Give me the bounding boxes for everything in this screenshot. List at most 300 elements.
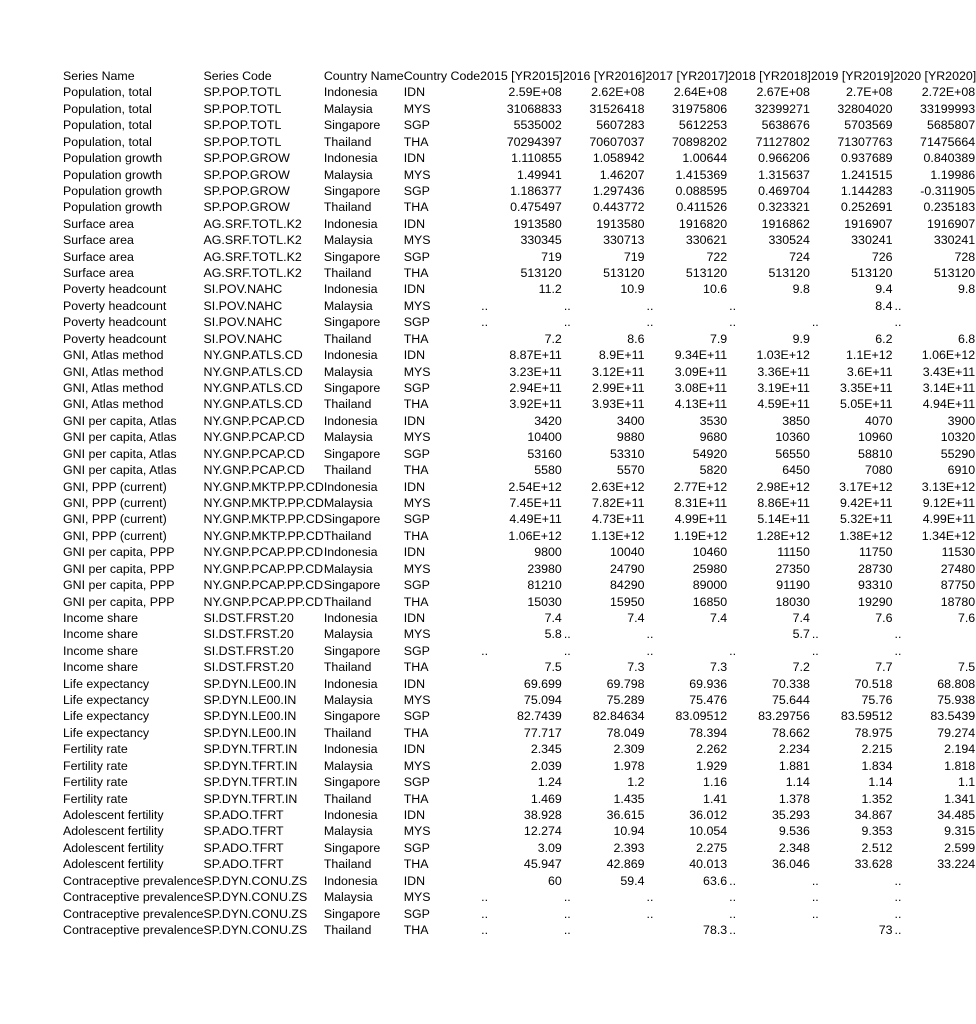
table-cell[interactable]: .. bbox=[481, 315, 489, 330]
table-cell[interactable]: NY.GNP.PCAP.PP.CD bbox=[203, 578, 324, 593]
table-cell[interactable]: Contraceptive prevalence bbox=[63, 873, 204, 888]
table-cell[interactable]: .. bbox=[729, 298, 737, 313]
table-cell[interactable]: 24790 bbox=[610, 561, 645, 576]
table-cell[interactable]: SI.POV.NAHC bbox=[203, 298, 283, 313]
table-cell[interactable]: .. bbox=[811, 873, 819, 888]
table-cell[interactable]: 9.8 bbox=[792, 282, 810, 297]
table-cell[interactable]: Thailand bbox=[323, 331, 372, 346]
table-cell[interactable]: 31975806 bbox=[672, 101, 728, 116]
table-cell[interactable]: 513120 bbox=[603, 266, 645, 281]
table-cell[interactable]: IDN bbox=[403, 479, 426, 494]
table-cell[interactable]: Population, total bbox=[63, 85, 152, 100]
table-cell[interactable]: 42.869 bbox=[606, 857, 645, 872]
table-cell[interactable]: 68.808 bbox=[937, 676, 976, 691]
table-cell[interactable]: SGP bbox=[403, 315, 430, 330]
table-cell[interactable]: 2.599 bbox=[944, 840, 976, 855]
table-cell[interactable]: Malaysia bbox=[323, 101, 373, 116]
table-cell[interactable]: 83.29756 bbox=[758, 709, 810, 724]
table-cell[interactable]: Thailand bbox=[323, 266, 372, 281]
table-cell[interactable]: 75.289 bbox=[606, 693, 645, 708]
table-cell[interactable]: Singapore bbox=[323, 512, 381, 527]
table-cell[interactable]: 16850 bbox=[692, 594, 728, 609]
table-cell[interactable]: SGP bbox=[403, 118, 430, 133]
table-cell[interactable]: 9.353 bbox=[861, 824, 893, 839]
table-cell[interactable]: 4.99E+11 bbox=[674, 512, 728, 527]
table-cell[interactable]: 23980 bbox=[527, 561, 562, 576]
table-cell[interactable]: 1.34E+12 bbox=[921, 528, 976, 543]
table-cell[interactable]: Thailand bbox=[323, 922, 372, 937]
table-cell[interactable]: .. bbox=[646, 627, 654, 642]
table-cell[interactable]: 3.13E+12 bbox=[921, 479, 976, 494]
table-cell[interactable]: .. bbox=[563, 298, 571, 313]
table-cell[interactable]: 9800 bbox=[534, 545, 562, 560]
table-cell[interactable]: .. bbox=[894, 922, 902, 937]
table-cell[interactable]: .. bbox=[729, 906, 737, 921]
table-cell[interactable]: Malaysia bbox=[323, 495, 373, 510]
table-cell[interactable]: SP.DYN.TFRT.IN bbox=[203, 742, 298, 757]
table-cell[interactable]: Surface area bbox=[63, 233, 134, 248]
table-cell[interactable]: MYS bbox=[403, 298, 431, 313]
table-cell[interactable]: 0.252691 bbox=[840, 200, 893, 215]
table-cell[interactable]: Adolescent fertility bbox=[63, 807, 164, 822]
table-cell[interactable]: .. bbox=[563, 890, 571, 905]
table-cell[interactable]: 78.394 bbox=[689, 725, 728, 740]
table-cell[interactable]: 8.4 bbox=[875, 298, 893, 313]
table-cell[interactable]: THA bbox=[403, 857, 429, 872]
table-cell[interactable]: AG.SRF.TOTL.K2 bbox=[203, 266, 302, 281]
table-cell[interactable]: Thailand bbox=[323, 594, 372, 609]
table-cell[interactable]: 40.013 bbox=[689, 857, 728, 872]
table-cell[interactable]: Population growth bbox=[63, 183, 163, 198]
table-cell[interactable]: 5580 bbox=[534, 463, 562, 478]
column-header-4[interactable]: 2015 [YR2015] bbox=[480, 69, 563, 83]
table-cell[interactable]: GNI, Atlas method bbox=[63, 381, 164, 396]
table-cell[interactable]: Indonesia bbox=[323, 348, 378, 363]
table-cell[interactable]: THA bbox=[403, 594, 429, 609]
table-cell[interactable]: .. bbox=[646, 906, 654, 921]
table-cell[interactable]: 77.717 bbox=[523, 725, 562, 740]
table-cell[interactable]: AG.SRF.TOTL.K2 bbox=[203, 216, 302, 231]
table-cell[interactable]: Surface area bbox=[63, 249, 134, 264]
table-cell[interactable]: 2.512 bbox=[861, 840, 893, 855]
table-cell[interactable]: GNI per capita, PPP bbox=[63, 545, 175, 560]
table-cell[interactable]: 10040 bbox=[610, 545, 645, 560]
table-cell[interactable]: 1.19986 bbox=[930, 167, 976, 182]
table-cell[interactable]: Fertility rate bbox=[63, 775, 128, 790]
table-cell[interactable]: 69.699 bbox=[523, 676, 562, 691]
table-cell[interactable]: 0.475497 bbox=[510, 200, 562, 215]
table-cell[interactable]: 34.867 bbox=[854, 807, 893, 822]
table-cell[interactable]: 3530 bbox=[699, 413, 728, 428]
table-cell[interactable]: Income share bbox=[63, 643, 139, 658]
table-cell[interactable]: 3400 bbox=[616, 413, 645, 428]
table-cell[interactable]: 0.966206 bbox=[758, 151, 810, 166]
table-cell[interactable]: Thailand bbox=[323, 200, 372, 215]
table-cell[interactable]: 1.49941 bbox=[517, 167, 562, 182]
table-cell[interactable]: .. bbox=[811, 627, 819, 642]
table-cell[interactable]: 6.2 bbox=[875, 331, 893, 346]
table-cell[interactable]: IDN bbox=[403, 151, 426, 166]
table-cell[interactable]: IDN bbox=[403, 807, 426, 822]
table-cell[interactable]: 15950 bbox=[610, 594, 645, 609]
table-cell[interactable]: 7.2 bbox=[792, 660, 810, 675]
table-cell[interactable]: 84290 bbox=[610, 578, 645, 593]
table-cell[interactable]: NY.GNP.ATLS.CD bbox=[203, 364, 303, 379]
table-cell[interactable]: NY.GNP.PCAP.CD bbox=[203, 463, 305, 478]
table-cell[interactable]: 27480 bbox=[940, 561, 976, 576]
table-cell[interactable]: 2.393 bbox=[613, 840, 645, 855]
table-cell[interactable]: Life expectancy bbox=[63, 725, 150, 740]
table-cell[interactable]: GNI per capita, Atlas bbox=[63, 430, 177, 445]
table-cell[interactable]: 33.628 bbox=[854, 857, 893, 872]
table-cell[interactable]: SI.POV.NAHC bbox=[203, 282, 283, 297]
table-cell[interactable]: MYS bbox=[403, 561, 431, 576]
table-cell[interactable]: 7.4 bbox=[792, 610, 810, 625]
table-cell[interactable]: SI.DST.FRST.20 bbox=[203, 610, 294, 625]
table-cell[interactable]: 70898202 bbox=[672, 134, 728, 149]
table-cell[interactable]: SI.POV.NAHC bbox=[203, 331, 283, 346]
table-cell[interactable]: SGP bbox=[403, 446, 430, 461]
table-cell[interactable]: Singapore bbox=[323, 643, 381, 658]
table-cell[interactable]: Population growth bbox=[63, 167, 163, 182]
table-cell[interactable]: 4.13E+11 bbox=[674, 397, 728, 412]
table-cell[interactable]: Indonesia bbox=[323, 413, 378, 428]
table-cell[interactable]: 10.6 bbox=[703, 282, 728, 297]
table-cell[interactable]: 3.08E+11 bbox=[674, 381, 728, 396]
table-cell[interactable]: 75.938 bbox=[937, 693, 976, 708]
table-cell[interactable]: 1.14 bbox=[868, 775, 893, 790]
column-header-1[interactable]: Series Code bbox=[203, 69, 272, 83]
table-cell[interactable]: 2.7E+08 bbox=[846, 85, 893, 100]
table-cell[interactable]: SGP bbox=[403, 709, 430, 724]
table-cell[interactable]: 69.798 bbox=[606, 676, 645, 691]
table-cell[interactable]: 5.8 bbox=[544, 627, 562, 642]
table-cell[interactable]: Malaysia bbox=[323, 561, 373, 576]
table-cell[interactable]: .. bbox=[729, 643, 737, 658]
table-cell[interactable]: SI.POV.NAHC bbox=[203, 315, 283, 330]
table-cell[interactable]: 1.435 bbox=[613, 791, 645, 806]
table-cell[interactable]: .. bbox=[894, 627, 902, 642]
table-cell[interactable]: 11.2 bbox=[538, 282, 562, 297]
table-cell[interactable]: .. bbox=[811, 906, 819, 921]
table-cell[interactable]: GNI per capita, PPP bbox=[63, 578, 175, 593]
table-cell[interactable]: .. bbox=[563, 315, 571, 330]
table-cell[interactable]: Singapore bbox=[323, 118, 381, 133]
table-cell[interactable]: 1.241515 bbox=[840, 167, 893, 182]
table-cell[interactable]: 3.23E+11 bbox=[509, 364, 562, 379]
table-cell[interactable]: 1.46207 bbox=[599, 167, 645, 182]
table-cell[interactable]: Malaysia bbox=[323, 233, 373, 248]
table-cell[interactable]: SI.DST.FRST.20 bbox=[203, 627, 294, 642]
table-cell[interactable]: SP.DYN.LE00.IN bbox=[203, 709, 297, 724]
table-cell[interactable]: 60 bbox=[548, 873, 562, 888]
table-cell[interactable]: 8.31E+11 bbox=[674, 495, 728, 510]
table-cell[interactable]: 11530 bbox=[941, 545, 976, 560]
table-cell[interactable]: 1.469 bbox=[530, 791, 562, 806]
table-cell[interactable]: 5607283 bbox=[596, 118, 645, 133]
table-cell[interactable]: Indonesia bbox=[323, 873, 378, 888]
table-cell[interactable]: SP.DYN.LE00.IN bbox=[203, 676, 297, 691]
table-cell[interactable]: MYS bbox=[403, 627, 431, 642]
table-cell[interactable]: 728 bbox=[954, 249, 976, 264]
table-cell[interactable]: SI.DST.FRST.20 bbox=[203, 643, 294, 658]
table-cell[interactable]: Population, total bbox=[63, 134, 152, 149]
table-cell[interactable]: 1.818 bbox=[944, 758, 976, 773]
table-cell[interactable]: SP.DYN.TFRT.IN bbox=[203, 758, 298, 773]
table-cell[interactable]: 1.03E+12 bbox=[756, 348, 810, 363]
table-cell[interactable]: 1.352 bbox=[861, 791, 893, 806]
table-cell[interactable]: MYS bbox=[403, 233, 431, 248]
table-cell[interactable]: .. bbox=[894, 873, 902, 888]
table-cell[interactable]: 0.469704 bbox=[758, 183, 810, 198]
table-cell[interactable]: NY.GNP.ATLS.CD bbox=[203, 381, 303, 396]
table-cell[interactable]: Poverty headcount bbox=[63, 298, 167, 313]
table-cell[interactable]: IDN bbox=[403, 413, 426, 428]
table-cell[interactable]: .. bbox=[729, 922, 737, 937]
table-cell[interactable]: Income share bbox=[63, 627, 139, 642]
table-cell[interactable]: 1.186377 bbox=[510, 183, 562, 198]
table-cell[interactable]: Fertility rate bbox=[63, 791, 128, 806]
table-cell[interactable]: Contraceptive prevalence bbox=[63, 906, 204, 921]
table-cell[interactable]: AG.SRF.TOTL.K2 bbox=[203, 233, 302, 248]
table-cell[interactable]: SP.POP.TOTL bbox=[203, 134, 282, 149]
table-cell[interactable]: 7.2 bbox=[544, 331, 562, 346]
table-cell[interactable]: Singapore bbox=[323, 446, 381, 461]
table-cell[interactable]: NY.GNP.MKTP.PP.CD bbox=[203, 479, 324, 494]
table-cell[interactable]: MYS bbox=[403, 758, 431, 773]
table-cell[interactable]: NY.GNP.ATLS.CD bbox=[203, 397, 303, 412]
table-cell[interactable]: 9680 bbox=[699, 430, 728, 445]
table-cell[interactable]: SP.DYN.LE00.IN bbox=[203, 693, 297, 708]
table-cell[interactable]: THA bbox=[403, 725, 429, 740]
table-cell[interactable]: .. bbox=[811, 315, 819, 330]
table-cell[interactable]: NY.GNP.PCAP.CD bbox=[203, 430, 305, 445]
table-cell[interactable]: Life expectancy bbox=[63, 676, 150, 691]
table-cell[interactable]: SP.ADO.TFRT bbox=[203, 824, 284, 839]
table-cell[interactable]: 719 bbox=[541, 249, 562, 264]
table-cell[interactable]: Thailand bbox=[323, 528, 372, 543]
table-cell[interactable]: 8.87E+11 bbox=[509, 348, 562, 363]
table-cell[interactable]: 11150 bbox=[777, 545, 810, 560]
table-cell[interactable]: Thailand bbox=[323, 463, 372, 478]
table-cell[interactable]: .. bbox=[729, 890, 737, 905]
table-cell[interactable]: Singapore bbox=[323, 249, 381, 264]
table-cell[interactable]: 2.63E+12 bbox=[591, 479, 645, 494]
table-cell[interactable]: 1.13E+12 bbox=[591, 528, 645, 543]
table-cell[interactable]: 45.947 bbox=[523, 857, 562, 872]
table-cell[interactable]: THA bbox=[403, 528, 429, 543]
table-cell[interactable]: 34.485 bbox=[937, 807, 976, 822]
table-cell[interactable]: Adolescent fertility bbox=[63, 840, 164, 855]
table-cell[interactable]: 70.518 bbox=[854, 676, 893, 691]
table-cell[interactable]: Thailand bbox=[323, 857, 372, 872]
table-cell[interactable]: .. bbox=[646, 298, 654, 313]
table-cell[interactable]: 1.14 bbox=[785, 775, 810, 790]
table-cell[interactable]: Malaysia bbox=[323, 890, 373, 905]
table-cell[interactable]: .. bbox=[894, 298, 902, 313]
table-cell[interactable]: Contraceptive prevalence bbox=[63, 922, 204, 937]
table-cell[interactable]: 1.881 bbox=[778, 758, 810, 773]
table-cell[interactable]: Indonesia bbox=[323, 479, 378, 494]
table-cell[interactable]: 0.411526 bbox=[676, 200, 728, 215]
table-cell[interactable]: 2.77E+12 bbox=[673, 479, 728, 494]
table-cell[interactable]: 9.34E+11 bbox=[674, 348, 728, 363]
table-cell[interactable]: 1.28E+12 bbox=[756, 528, 810, 543]
table-cell[interactable]: 513120 bbox=[933, 266, 976, 281]
table-cell[interactable]: THA bbox=[403, 922, 429, 937]
table-cell[interactable]: 1.415369 bbox=[675, 167, 728, 182]
table-cell[interactable]: 87750 bbox=[940, 578, 976, 593]
table-cell[interactable]: NY.GNP.MKTP.PP.CD bbox=[203, 495, 324, 510]
table-cell[interactable]: Contraceptive prevalence bbox=[63, 890, 204, 905]
table-cell[interactable]: 5.14E+11 bbox=[757, 512, 810, 527]
table-cell[interactable]: Indonesia bbox=[323, 282, 378, 297]
table-cell[interactable]: SGP bbox=[403, 381, 430, 396]
table-cell[interactable]: .. bbox=[563, 643, 571, 658]
table-cell[interactable]: .. bbox=[563, 906, 571, 921]
table-cell[interactable]: 5.32E+11 bbox=[840, 512, 893, 527]
table-cell[interactable]: IDN bbox=[403, 545, 426, 560]
table-cell[interactable]: SGP bbox=[403, 249, 430, 264]
table-cell[interactable]: 5612253 bbox=[678, 118, 728, 133]
table-cell[interactable]: 0.088595 bbox=[675, 183, 728, 198]
table-cell[interactable]: Singapore bbox=[323, 775, 381, 790]
table-cell[interactable]: NY.GNP.PCAP.PP.CD bbox=[203, 594, 324, 609]
table-cell[interactable]: Indonesia bbox=[323, 151, 378, 166]
table-cell[interactable]: GNI, Atlas method bbox=[63, 348, 164, 363]
table-cell[interactable]: .. bbox=[481, 906, 489, 921]
table-cell[interactable]: Indonesia bbox=[323, 807, 378, 822]
table-cell[interactable]: Singapore bbox=[323, 578, 381, 593]
table-cell[interactable]: Adolescent fertility bbox=[63, 824, 164, 839]
table-cell[interactable]: 724 bbox=[789, 249, 810, 264]
table-cell[interactable]: SP.ADO.TFRT bbox=[203, 857, 284, 872]
table-cell[interactable]: GNI per capita, Atlas bbox=[63, 413, 177, 428]
table-cell[interactable]: 3.14E+11 bbox=[922, 381, 976, 396]
table-cell[interactable]: 1.834 bbox=[861, 758, 893, 773]
table-cell[interactable]: 513120 bbox=[768, 266, 810, 281]
table-cell[interactable]: SP.POP.TOTL bbox=[203, 118, 282, 133]
table-cell[interactable]: 10460 bbox=[692, 545, 728, 560]
table-cell[interactable]: 3.09E+11 bbox=[674, 364, 728, 379]
table-cell[interactable]: SP.ADO.TFRT bbox=[203, 807, 284, 822]
table-cell[interactable]: 82.84634 bbox=[592, 709, 645, 724]
table-cell[interactable]: 7.4 bbox=[544, 610, 562, 625]
table-cell[interactable]: SGP bbox=[403, 578, 430, 593]
table-cell[interactable]: 78.3 bbox=[703, 922, 728, 937]
table-cell[interactable]: .. bbox=[894, 890, 902, 905]
table-cell[interactable]: 2.345 bbox=[530, 742, 562, 757]
table-cell[interactable]: 2.309 bbox=[613, 742, 645, 757]
table-cell[interactable]: THA bbox=[403, 791, 429, 806]
table-cell[interactable]: 38.928 bbox=[523, 807, 562, 822]
table-cell[interactable]: 330713 bbox=[603, 233, 645, 248]
table-cell[interactable]: 1.978 bbox=[613, 758, 645, 773]
table-cell[interactable]: Singapore bbox=[323, 840, 381, 855]
table-cell[interactable]: Surface area bbox=[63, 266, 134, 281]
table-cell[interactable]: 3.6E+11 bbox=[846, 364, 893, 379]
table-cell[interactable]: 83.59512 bbox=[840, 709, 893, 724]
table-cell[interactable]: 7.7 bbox=[875, 660, 893, 675]
table-cell[interactable]: 91190 bbox=[776, 578, 810, 593]
table-cell[interactable]: 71475664 bbox=[920, 134, 976, 149]
table-cell[interactable]: .. bbox=[563, 922, 571, 937]
table-cell[interactable]: 1.341 bbox=[944, 791, 976, 806]
table-cell[interactable]: SGP bbox=[403, 643, 430, 658]
table-cell[interactable]: THA bbox=[403, 331, 429, 346]
table-cell[interactable]: 7.6 bbox=[875, 610, 893, 625]
table-cell[interactable]: 36.012 bbox=[689, 807, 728, 822]
table-cell[interactable]: 35.293 bbox=[771, 807, 810, 822]
table-cell[interactable]: 7.5 bbox=[544, 660, 562, 675]
table-cell[interactable]: 54920 bbox=[692, 446, 728, 461]
table-cell[interactable]: 3.35E+11 bbox=[840, 381, 893, 396]
table-cell[interactable]: 10360 bbox=[775, 430, 810, 445]
table-cell[interactable]: MYS bbox=[403, 101, 431, 116]
table-cell[interactable]: 63.6 bbox=[703, 873, 728, 888]
table-cell[interactable]: 3.92E+11 bbox=[509, 397, 562, 412]
table-cell[interactable]: 2.039 bbox=[530, 758, 562, 773]
table-cell[interactable]: 81210 bbox=[527, 578, 562, 593]
table-cell[interactable]: 8.86E+11 bbox=[757, 495, 810, 510]
table-cell[interactable]: Singapore bbox=[323, 906, 381, 921]
table-cell[interactable]: Population growth bbox=[63, 151, 163, 166]
table-cell[interactable]: GNI, PPP (current) bbox=[63, 512, 167, 527]
table-cell[interactable]: 3.93E+11 bbox=[592, 397, 645, 412]
table-cell[interactable]: IDN bbox=[403, 85, 426, 100]
table-cell[interactable]: 513120 bbox=[851, 266, 893, 281]
table-cell[interactable]: 10.9 bbox=[620, 282, 645, 297]
table-cell[interactable]: Indonesia bbox=[323, 676, 378, 691]
table-cell[interactable]: .. bbox=[646, 643, 654, 658]
table-cell[interactable]: IDN bbox=[403, 676, 426, 691]
table-cell[interactable]: 1.058942 bbox=[592, 151, 645, 166]
table-cell[interactable]: 9880 bbox=[616, 430, 645, 445]
table-cell[interactable]: Singapore bbox=[323, 315, 381, 330]
table-cell[interactable]: 6450 bbox=[782, 463, 810, 478]
table-cell[interactable]: Thailand bbox=[323, 660, 372, 675]
table-cell[interactable]: 1.41 bbox=[703, 791, 728, 806]
table-cell[interactable]: 9.42E+11 bbox=[840, 495, 893, 510]
table-cell[interactable]: 5570 bbox=[616, 463, 645, 478]
table-cell[interactable]: THA bbox=[403, 397, 429, 412]
table-cell[interactable]: 28730 bbox=[858, 561, 893, 576]
table-cell[interactable]: 2.215 bbox=[861, 742, 893, 757]
table-cell[interactable]: 32804020 bbox=[837, 101, 893, 116]
table-cell[interactable]: SP.DYN.TFRT.IN bbox=[203, 791, 298, 806]
table-cell[interactable]: Thailand bbox=[323, 134, 372, 149]
table-cell[interactable]: .. bbox=[894, 643, 902, 658]
table-cell[interactable]: .. bbox=[481, 643, 489, 658]
table-cell[interactable]: Malaysia bbox=[323, 627, 373, 642]
table-cell[interactable]: 25980 bbox=[692, 561, 728, 576]
table-cell[interactable]: 89000 bbox=[692, 578, 728, 593]
table-cell[interactable]: Singapore bbox=[323, 183, 381, 198]
table-cell[interactable]: 7080 bbox=[864, 463, 893, 478]
table-cell[interactable]: Surface area bbox=[63, 216, 134, 231]
table-cell[interactable]: 2.67E+08 bbox=[756, 85, 810, 100]
table-cell[interactable]: SP.POP.GROW bbox=[203, 200, 290, 215]
table-cell[interactable]: .. bbox=[646, 315, 654, 330]
table-cell[interactable]: Malaysia bbox=[323, 298, 373, 313]
table-cell[interactable]: Indonesia bbox=[323, 85, 378, 100]
table-cell[interactable]: 4.49E+11 bbox=[509, 512, 562, 527]
table-cell[interactable]: 3.12E+11 bbox=[592, 364, 645, 379]
table-cell[interactable]: 5638676 bbox=[761, 118, 810, 133]
table-cell[interactable]: Singapore bbox=[323, 381, 381, 396]
table-cell[interactable]: GNI per capita, Atlas bbox=[63, 463, 177, 478]
table-cell[interactable]: 2.64E+08 bbox=[673, 85, 728, 100]
